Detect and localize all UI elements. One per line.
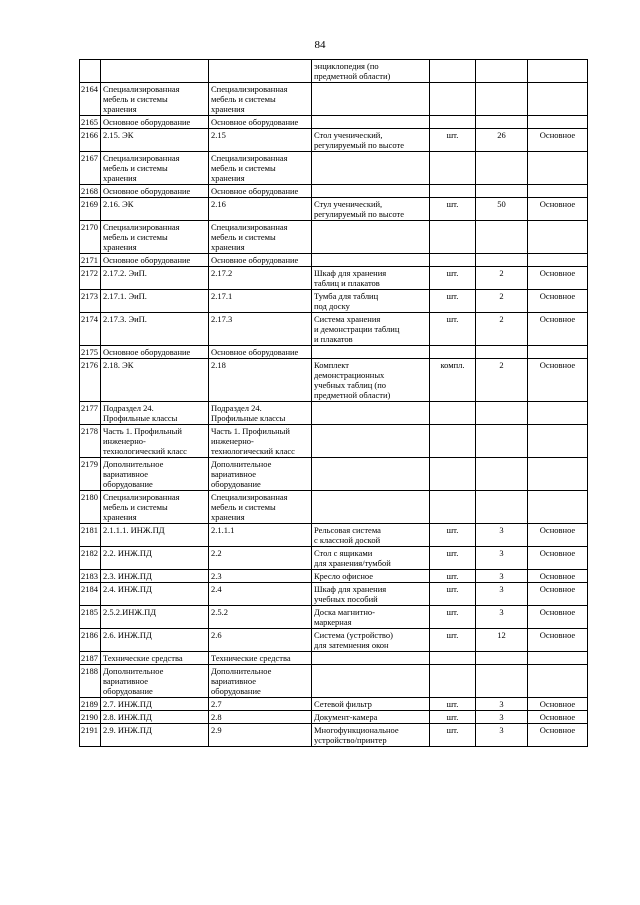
unit-cell	[430, 346, 476, 359]
reference-cell: 2.7	[209, 698, 312, 711]
equipment-type-cell: Основное	[528, 724, 588, 747]
quantity-cell	[476, 665, 528, 698]
quantity-cell: 3	[476, 724, 528, 747]
equipment-type-cell	[528, 652, 588, 665]
row-number-cell: 2169	[80, 198, 101, 221]
unit-cell: шт.	[430, 547, 476, 570]
row-number-cell: 2186	[80, 629, 101, 652]
equipment-type-cell: Основное	[528, 583, 588, 606]
item-name-cell: Сетевой фильтр	[312, 698, 430, 711]
quantity-cell: 3	[476, 606, 528, 629]
item-name-cell	[312, 346, 430, 359]
table-row	[80, 116, 588, 129]
equipment-table	[79, 59, 588, 747]
reference-cell: 2.17.1	[209, 290, 312, 313]
table-row	[80, 458, 588, 491]
code-cell: 2.2. ИНЖ.ПД	[101, 547, 209, 570]
row-number-cell: 2183	[80, 570, 101, 583]
equipment-type-cell: Основное	[528, 570, 588, 583]
unit-cell: шт.	[430, 698, 476, 711]
item-name-cell	[312, 185, 430, 198]
reference-cell: Дополнительное вариативное оборудование	[209, 458, 312, 491]
table-row	[80, 425, 588, 458]
row-number-cell: 2167	[80, 152, 101, 185]
row-number-cell: 2176	[80, 359, 101, 402]
reference-cell: Часть 1. Профильный инженерно- технологический класс	[209, 425, 312, 458]
code-cell: 2.9. ИНЖ.ПД	[101, 724, 209, 747]
code-cell	[101, 60, 209, 83]
table-row	[80, 313, 588, 346]
quantity-cell	[476, 152, 528, 185]
quantity-cell: 3	[476, 570, 528, 583]
quantity-cell	[476, 221, 528, 254]
item-name-cell: Система хранения и демонстрации таблиц и плакатов	[312, 313, 430, 346]
code-cell: Часть 1. Профильный инженерно- технологический класс	[101, 425, 209, 458]
row-number-cell: 2165	[80, 116, 101, 129]
code-cell: Специализированная мебель и системы хранения	[101, 152, 209, 185]
quantity-cell	[476, 60, 528, 83]
reference-cell: 2.5.2	[209, 606, 312, 629]
equipment-type-cell: Основное	[528, 290, 588, 313]
quantity-cell: 3	[476, 547, 528, 570]
quantity-cell: 3	[476, 711, 528, 724]
unit-cell: шт.	[430, 583, 476, 606]
reference-cell: Основное оборудование	[209, 254, 312, 267]
table-row	[80, 629, 588, 652]
quantity-cell: 2	[476, 290, 528, 313]
code-cell: Специализированная мебель и системы хранения	[101, 221, 209, 254]
item-name-cell: Стол ученический, регулируемый по высоте	[312, 129, 430, 152]
quantity-cell	[476, 254, 528, 267]
row-number-cell: 2164	[80, 83, 101, 116]
table-row	[80, 711, 588, 724]
unit-cell: шт.	[430, 629, 476, 652]
unit-cell	[430, 83, 476, 116]
unit-cell	[430, 665, 476, 698]
row-number-cell: 2174	[80, 313, 101, 346]
equipment-type-cell: Основное	[528, 129, 588, 152]
unit-cell: шт.	[430, 524, 476, 547]
equipment-type-cell	[528, 491, 588, 524]
quantity-cell	[476, 458, 528, 491]
reference-cell: Основное оборудование	[209, 116, 312, 129]
table-row	[80, 129, 588, 152]
table-row	[80, 491, 588, 524]
quantity-cell: 3	[476, 524, 528, 547]
row-number-cell	[80, 60, 101, 83]
equipment-type-cell: Основное	[528, 698, 588, 711]
reference-cell: Основное оборудование	[209, 346, 312, 359]
item-name-cell: Комплект демонстрационных учебных таблиц (по предметной области)	[312, 359, 430, 402]
unit-cell: шт.	[430, 267, 476, 290]
unit-cell: шт.	[430, 313, 476, 346]
quantity-cell: 3	[476, 583, 528, 606]
code-cell: 2.18. ЭК	[101, 359, 209, 402]
unit-cell	[430, 425, 476, 458]
unit-cell	[430, 458, 476, 491]
unit-cell	[430, 652, 476, 665]
unit-cell	[430, 491, 476, 524]
equipment-type-cell: Основное	[528, 267, 588, 290]
item-name-cell	[312, 83, 430, 116]
reference-cell: 2.16	[209, 198, 312, 221]
item-name-cell	[312, 491, 430, 524]
code-cell: 2.7. ИНЖ.ПД	[101, 698, 209, 711]
item-name-cell: Стул ученический, регулируемый по высоте	[312, 198, 430, 221]
equipment-type-cell	[528, 152, 588, 185]
reference-cell: Подраздел 24. Профильные классы	[209, 402, 312, 425]
code-cell: Основное оборудование	[101, 346, 209, 359]
equipment-type-cell: Основное	[528, 524, 588, 547]
quantity-cell	[476, 185, 528, 198]
code-cell: Дополнительное вариативное оборудование	[101, 458, 209, 491]
quantity-cell	[476, 425, 528, 458]
reference-cell: Специализированная мебель и системы хранения	[209, 152, 312, 185]
item-name-cell: Стол с ящиками для хранения/тумбой	[312, 547, 430, 570]
row-number-cell: 2168	[80, 185, 101, 198]
code-cell: Технические средства	[101, 652, 209, 665]
reference-cell: Технические средства	[209, 652, 312, 665]
equipment-type-cell: Основное	[528, 198, 588, 221]
equipment-type-cell	[528, 116, 588, 129]
code-cell: 2.8. ИНЖ.ПД	[101, 711, 209, 724]
table-row	[80, 254, 588, 267]
table-row	[80, 83, 588, 116]
table-row	[80, 346, 588, 359]
reference-cell: Специализированная мебель и системы хранения	[209, 491, 312, 524]
reference-cell: 2.3	[209, 570, 312, 583]
equipment-type-cell: Основное	[528, 313, 588, 346]
quantity-cell: 3	[476, 698, 528, 711]
table-row	[80, 665, 588, 698]
unit-cell: шт.	[430, 570, 476, 583]
item-name-cell	[312, 665, 430, 698]
item-name-cell	[312, 652, 430, 665]
equipment-type-cell	[528, 458, 588, 491]
unit-cell	[430, 221, 476, 254]
item-name-cell: энциклопедия (по предметной области)	[312, 60, 430, 83]
code-cell: 2.16. ЭК	[101, 198, 209, 221]
table-row	[80, 290, 588, 313]
row-number-cell: 2190	[80, 711, 101, 724]
quantity-cell	[476, 83, 528, 116]
equipment-type-cell	[528, 665, 588, 698]
row-number-cell: 2189	[80, 698, 101, 711]
row-number-cell: 2179	[80, 458, 101, 491]
reference-cell: 2.17.3	[209, 313, 312, 346]
reference-cell: 2.9	[209, 724, 312, 747]
table-row	[80, 152, 588, 185]
reference-cell	[209, 60, 312, 83]
code-cell: Подраздел 24. Профильные классы	[101, 402, 209, 425]
item-name-cell	[312, 221, 430, 254]
table-row	[80, 60, 588, 83]
unit-cell: шт.	[430, 198, 476, 221]
equipment-type-cell: Основное	[528, 547, 588, 570]
item-name-cell: Доска магнитно- маркерная	[312, 606, 430, 629]
table-row	[80, 221, 588, 254]
row-number-cell: 2188	[80, 665, 101, 698]
equipment-type-cell: Основное	[528, 359, 588, 402]
unit-cell: шт.	[430, 606, 476, 629]
item-name-cell: Система (устройство) для затемнения окон	[312, 629, 430, 652]
page-number: 84	[314, 39, 326, 51]
quantity-cell	[476, 346, 528, 359]
table-row	[80, 185, 588, 198]
row-number-cell: 2182	[80, 547, 101, 570]
equipment-type-cell	[528, 60, 588, 83]
code-cell: 2.17.2. ЭиП.	[101, 267, 209, 290]
item-name-cell: Кресло офисное	[312, 570, 430, 583]
row-number-cell: 2187	[80, 652, 101, 665]
row-number-cell: 2191	[80, 724, 101, 747]
table-row	[80, 606, 588, 629]
unit-cell: компл.	[430, 359, 476, 402]
reference-cell: 2.4	[209, 583, 312, 606]
unit-cell	[430, 254, 476, 267]
table-row	[80, 652, 588, 665]
code-cell: 2.6. ИНЖ.ПД	[101, 629, 209, 652]
code-cell: 2.5.2.ИНЖ.ПД	[101, 606, 209, 629]
item-name-cell: Документ-камера	[312, 711, 430, 724]
quantity-cell	[476, 402, 528, 425]
reference-cell: Специализированная мебель и системы хранения	[209, 221, 312, 254]
item-name-cell	[312, 116, 430, 129]
table-row	[80, 524, 588, 547]
table-row	[80, 267, 588, 290]
quantity-cell	[476, 116, 528, 129]
quantity-cell: 26	[476, 129, 528, 152]
reference-cell: Дополнительное вариативное оборудование	[209, 665, 312, 698]
item-name-cell	[312, 402, 430, 425]
equipment-type-cell: Основное	[528, 606, 588, 629]
code-cell: Основное оборудование	[101, 116, 209, 129]
equipment-type-cell: Основное	[528, 629, 588, 652]
item-name-cell	[312, 152, 430, 185]
unit-cell	[430, 402, 476, 425]
reference-cell: 2.15	[209, 129, 312, 152]
table-row	[80, 402, 588, 425]
row-number-cell: 2181	[80, 524, 101, 547]
quantity-cell: 2	[476, 313, 528, 346]
equipment-type-cell	[528, 425, 588, 458]
table-row	[80, 359, 588, 402]
reference-cell: 2.2	[209, 547, 312, 570]
equipment-type-cell: Основное	[528, 711, 588, 724]
row-number-cell: 2178	[80, 425, 101, 458]
table-row	[80, 583, 588, 606]
row-number-cell: 2172	[80, 267, 101, 290]
item-name-cell: Рельсовая система с классной доской	[312, 524, 430, 547]
unit-cell: шт.	[430, 129, 476, 152]
item-name-cell: Шкаф для хранения учебных пособий	[312, 583, 430, 606]
row-number-cell: 2171	[80, 254, 101, 267]
equipment-type-cell	[528, 221, 588, 254]
row-number-cell: 2184	[80, 583, 101, 606]
reference-cell: 2.6	[209, 629, 312, 652]
quantity-cell: 2	[476, 267, 528, 290]
code-cell: 2.17.1. ЭиП.	[101, 290, 209, 313]
quantity-cell: 2	[476, 359, 528, 402]
row-number-cell: 2175	[80, 346, 101, 359]
unit-cell	[430, 152, 476, 185]
equipment-type-cell	[528, 185, 588, 198]
row-number-cell: 2166	[80, 129, 101, 152]
code-cell: Основное оборудование	[101, 254, 209, 267]
quantity-cell: 12	[476, 629, 528, 652]
table-row	[80, 724, 588, 747]
unit-cell: шт.	[430, 290, 476, 313]
unit-cell: шт.	[430, 724, 476, 747]
row-number-cell: 2185	[80, 606, 101, 629]
code-cell: Специализированная мебель и системы хранения	[101, 83, 209, 116]
equipment-type-cell	[528, 83, 588, 116]
table-row	[80, 198, 588, 221]
row-number-cell: 2177	[80, 402, 101, 425]
equipment-type-cell	[528, 402, 588, 425]
row-number-cell: 2173	[80, 290, 101, 313]
code-cell: 2.3. ИНЖ.ПД	[101, 570, 209, 583]
item-name-cell	[312, 425, 430, 458]
row-number-cell: 2180	[80, 491, 101, 524]
unit-cell	[430, 116, 476, 129]
row-number-cell: 2170	[80, 221, 101, 254]
code-cell: Основное оборудование	[101, 185, 209, 198]
unit-cell: шт.	[430, 711, 476, 724]
item-name-cell: Многофункциональное устройство/принтер	[312, 724, 430, 747]
unit-cell	[430, 185, 476, 198]
item-name-cell: Шкаф для хранения таблиц и плакатов	[312, 267, 430, 290]
item-name-cell	[312, 254, 430, 267]
quantity-cell	[476, 652, 528, 665]
table-row	[80, 547, 588, 570]
table-row	[80, 570, 588, 583]
code-cell: Специализированная мебель и системы хранения	[101, 491, 209, 524]
equipment-type-cell	[528, 346, 588, 359]
unit-cell	[430, 60, 476, 83]
equipment-type-cell	[528, 254, 588, 267]
code-cell: 2.4. ИНЖ.ПД	[101, 583, 209, 606]
reference-cell: 2.18	[209, 359, 312, 402]
reference-cell: Специализированная мебель и системы хранения	[209, 83, 312, 116]
code-cell: 2.15. ЭК	[101, 129, 209, 152]
quantity-cell	[476, 491, 528, 524]
reference-cell: Основное оборудование	[209, 185, 312, 198]
item-name-cell: Тумба для таблиц под доску	[312, 290, 430, 313]
reference-cell: 2.8	[209, 711, 312, 724]
reference-cell: 2.17.2	[209, 267, 312, 290]
reference-cell: 2.1.1.1	[209, 524, 312, 547]
quantity-cell: 50	[476, 198, 528, 221]
code-cell: 2.17.3. ЭиП.	[101, 313, 209, 346]
code-cell: Дополнительное вариативное оборудование	[101, 665, 209, 698]
code-cell: 2.1.1.1. ИНЖ.ПД	[101, 524, 209, 547]
item-name-cell	[312, 458, 430, 491]
table-row	[80, 698, 588, 711]
